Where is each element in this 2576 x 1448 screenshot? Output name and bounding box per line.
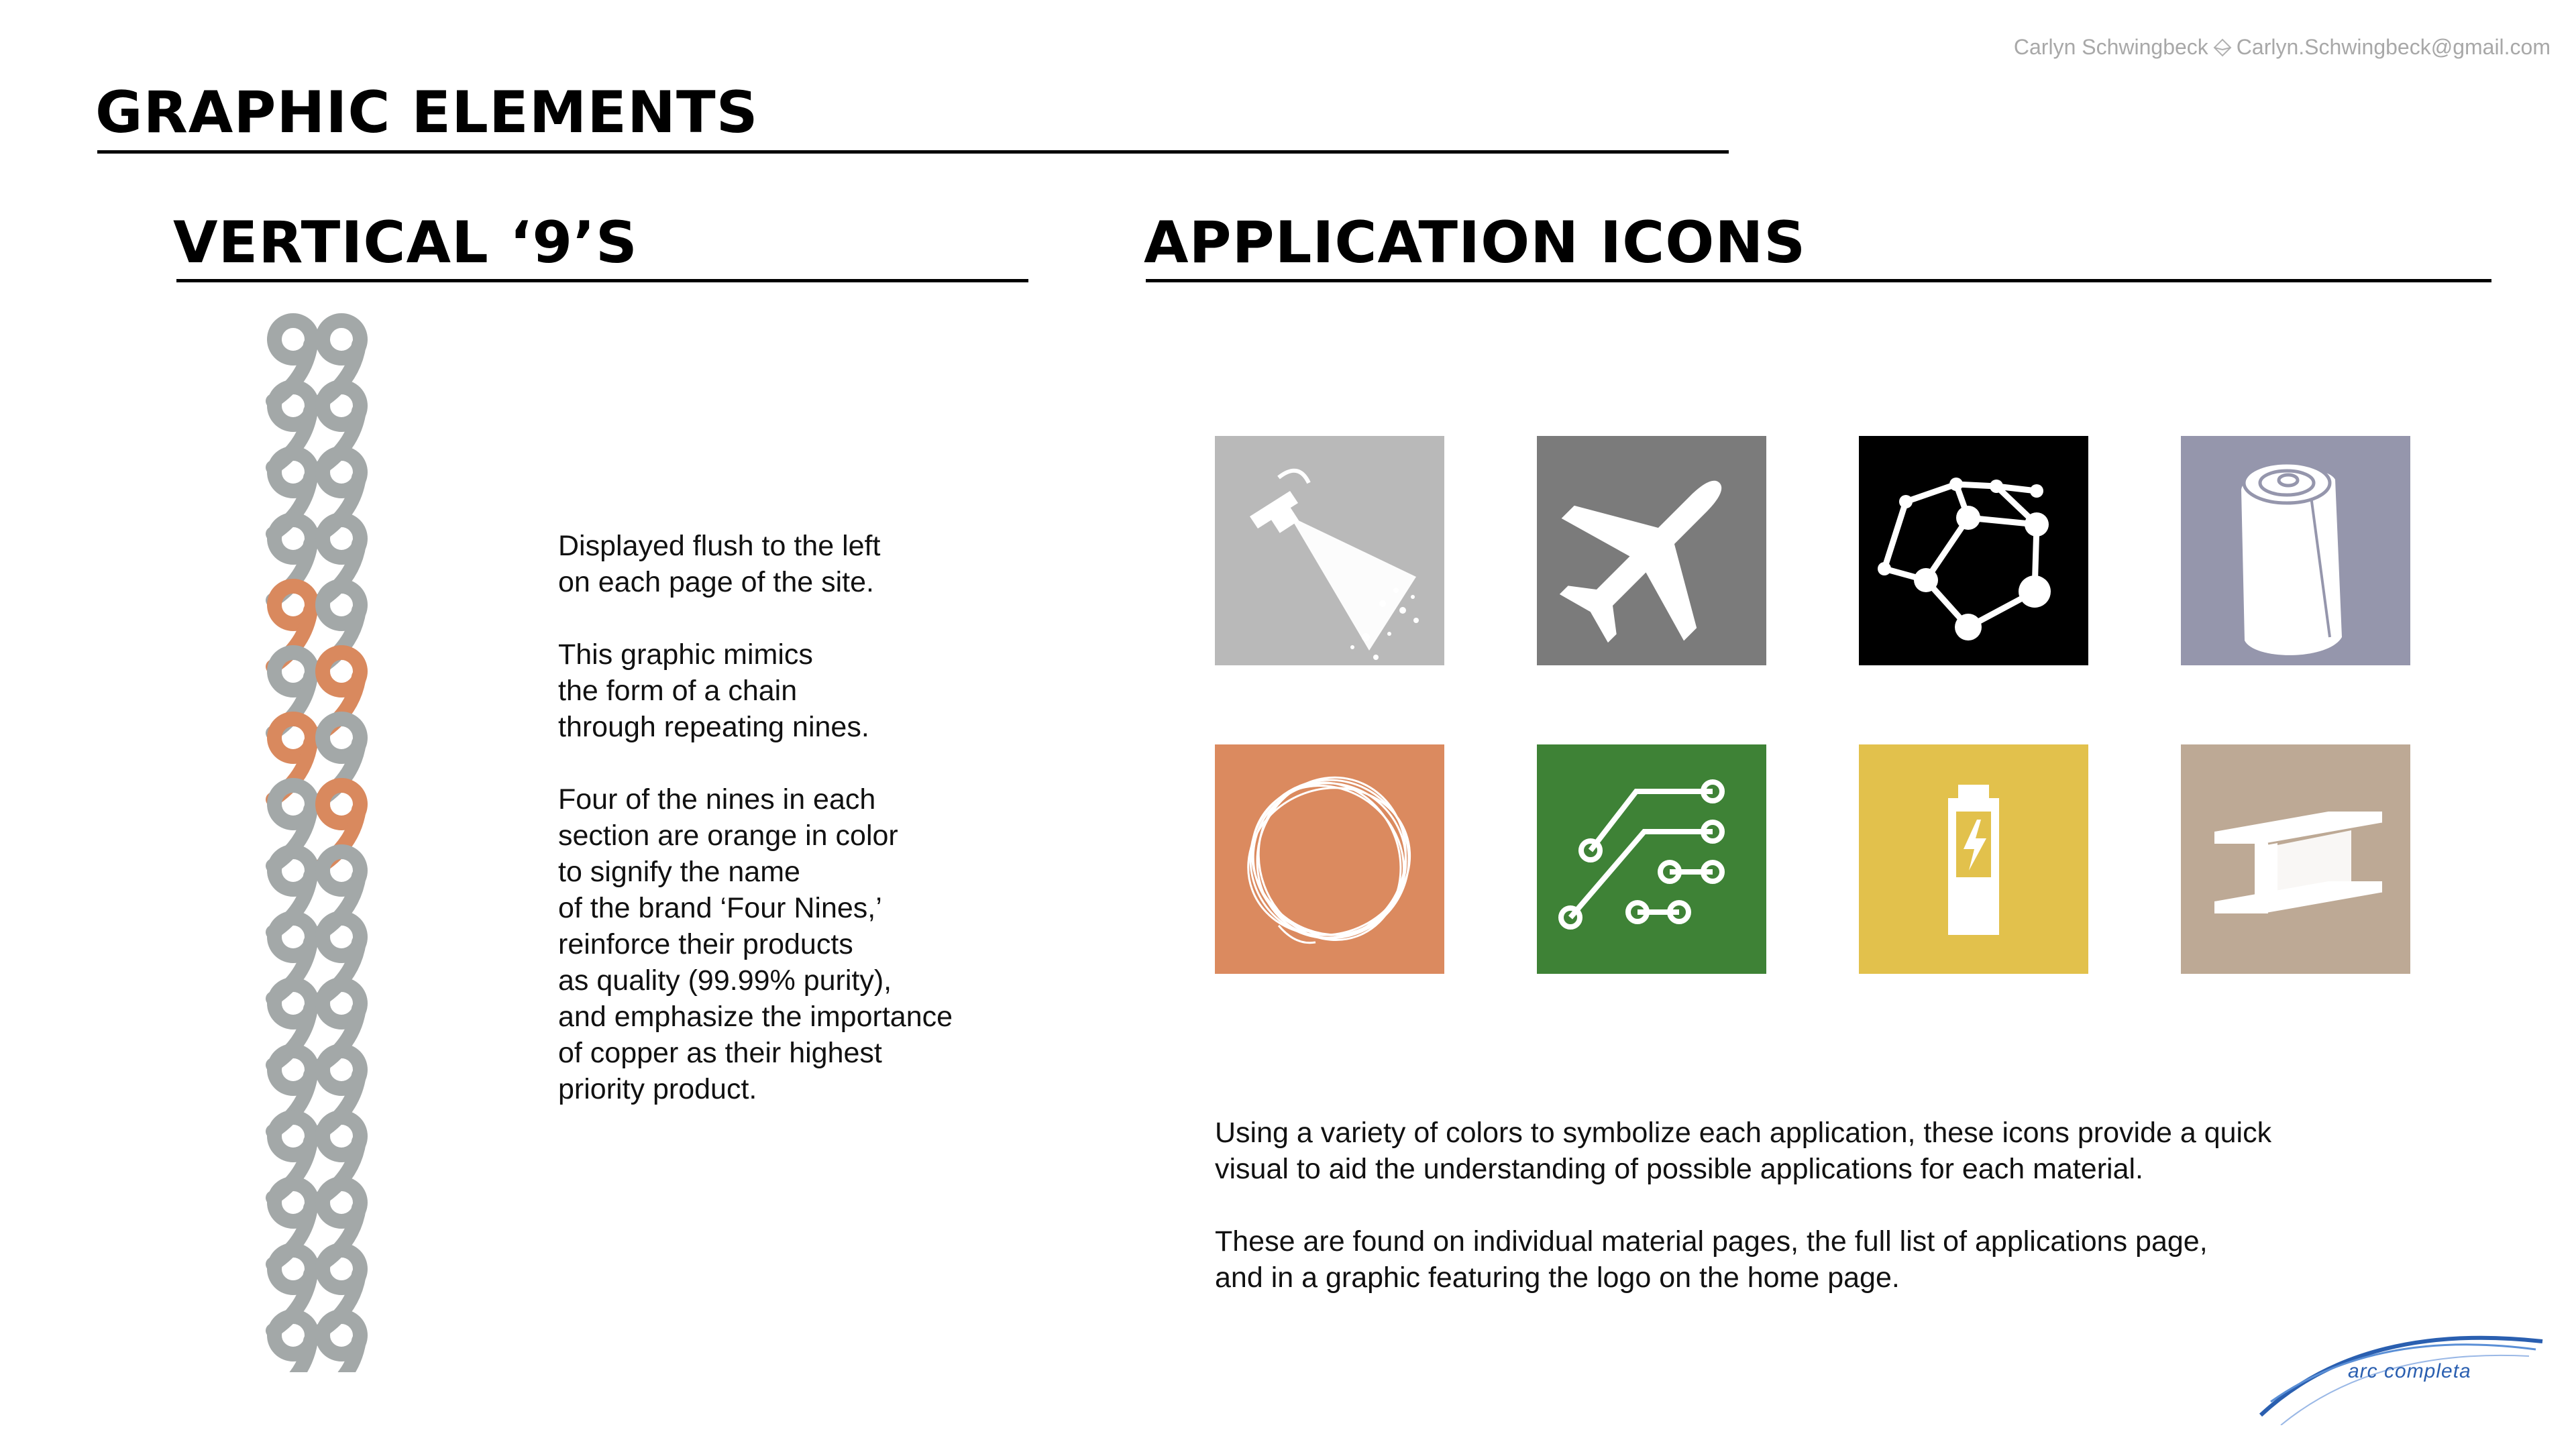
vertical-nines-description — [558, 528, 1028, 1107]
vertical-nines-underline — [176, 279, 1028, 282]
application-icons-underline — [1146, 279, 2491, 282]
vertical-nines-heading: VERTICAL ‘9’S — [173, 209, 638, 276]
vertical-nines-chain — [263, 313, 384, 1372]
battery-icon — [1859, 744, 2088, 974]
application-icons-description — [1215, 1115, 2489, 1296]
author-credit — [2014, 35, 2551, 60]
page-title: GRAPHIC ELEMENTS — [95, 79, 759, 146]
icons-paragraph-1: Using a variety of colors to symbolize each application, these icons provide a quick visual to aid the understanding of possible applications for each material. — [1215, 1117, 2272, 1185]
author-name: Carlyn Schwingbeck — [2013, 35, 2208, 59]
spray-icon — [1215, 436, 1444, 665]
description-paragraph-3: Four of the nines in each section are orange in color to signify the name of the brand ‘Four Nines,’ reinforce their products as quality (99.99% purity), and emphasize the importance of copper as their highest priority product. — [558, 783, 953, 1105]
nine-glyph — [273, 1317, 312, 1372]
i-beam-icon — [2181, 744, 2410, 974]
circuit-icon — [1537, 744, 1766, 974]
envelope-icon — [2211, 36, 2234, 59]
icons-paragraph-2: These are found on individual material pages, the full list of applications page, and in a graphic featuring the logo on the home page. — [1215, 1225, 2208, 1294]
wire-coil-icon — [1215, 744, 1444, 974]
airplane-icon — [1537, 436, 1766, 665]
description-paragraph-1: Displayed flush to the left on each page of the site. — [558, 530, 881, 598]
title-underline — [97, 150, 1729, 154]
nine-glyph — [321, 1317, 360, 1372]
can-icon — [2181, 436, 2410, 665]
application-icons-heading: APPLICATION ICONS — [1144, 209, 1807, 276]
author-email: Carlyn.Schwingbeck@gmail.com — [2236, 35, 2551, 59]
logo-text: arc completa — [2348, 1360, 2471, 1382]
description-paragraph-2: This graphic mimics the form of a chain through repeating nines. — [558, 638, 869, 743]
molecule-icon — [1859, 436, 2088, 665]
